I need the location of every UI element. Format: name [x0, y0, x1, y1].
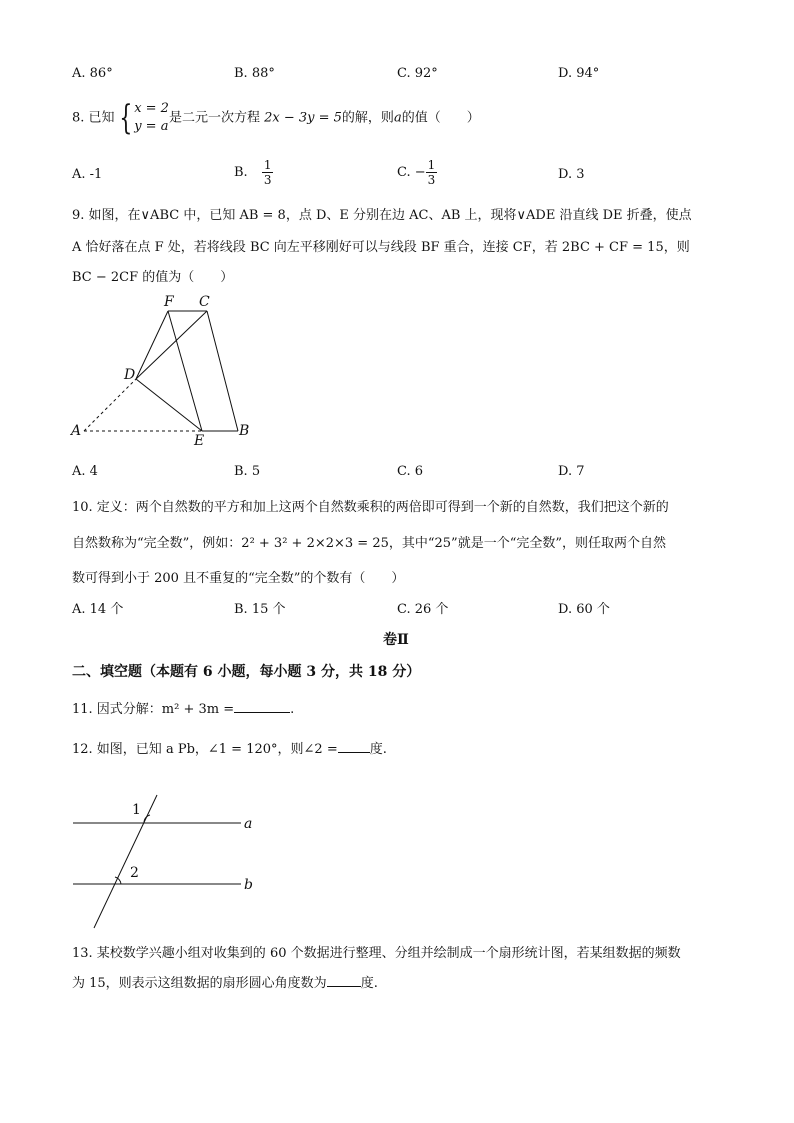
q9-option-c: C. 6	[397, 464, 424, 479]
q8-option-c-frac	[426, 158, 438, 187]
frac-denominator: 3	[263, 173, 272, 187]
q9-option-b: B. 5	[234, 464, 261, 479]
q8-stem	[72, 100, 480, 136]
q8-option-a: A. -1	[72, 167, 103, 182]
q8-prefix: 8. 已知	[72, 110, 115, 126]
q10-option-a: A. 14 个	[72, 602, 124, 617]
q12	[72, 738, 387, 757]
q8-equation: 2x − 3y = 5	[264, 110, 342, 126]
q10-option-c: C. 26 个	[397, 602, 449, 617]
q10-option-d: D. 60 个	[558, 602, 610, 617]
label-b: B	[239, 423, 250, 439]
q8-middle: 是二元一次方程	[168, 110, 260, 126]
q8-end: 的值（ ）	[401, 110, 480, 126]
q13-end: 度.	[360, 976, 378, 991]
q8-option-d: D. 3	[558, 167, 585, 182]
brace-icon: {	[118, 98, 132, 138]
q11	[72, 698, 294, 717]
angle-1-label: 1	[132, 802, 141, 818]
section-heading: 二、填空题（本题有 6 小题，每小题 3 分，共 18 分）	[72, 664, 421, 680]
line-a-label: a	[244, 816, 253, 832]
frac-numerator: 1	[427, 158, 436, 172]
q8-var: a	[393, 110, 402, 126]
line-b-label: b	[244, 877, 253, 893]
q7-option-a: A. 86°	[72, 66, 113, 81]
segment-dc	[136, 311, 207, 379]
q9-option-d: D. 7	[558, 464, 585, 479]
q10-option-b: B. 15 个	[234, 602, 286, 617]
label-d: D	[124, 367, 136, 383]
q9-line3: BC − 2CF 的值为（ ）	[72, 270, 234, 285]
q12-answer-blank	[338, 752, 370, 753]
q12-end: 度.	[369, 742, 387, 757]
label-f: F	[164, 294, 174, 310]
q11-answer-blank	[234, 712, 290, 713]
angle-2-label: 2	[130, 865, 139, 881]
label-c: C	[199, 294, 210, 310]
q13-line2: 为 15，则表示这组数据的扇形圆心角度数为	[72, 976, 327, 991]
q10-line1: 10. 定义：两个自然数的平方和加上这两个自然数乘积的两倍即可得到一个新的自然数，我们把这个新的	[72, 500, 669, 515]
q8-suffix: 的解，则	[341, 110, 394, 126]
angle-1-arc	[144, 815, 150, 823]
q13-line1: 13. 某校数学兴趣小组对收集到的 60 个数据进行整理、分组并绘制成一个扇形统计图，若某组数据的频数	[72, 946, 681, 961]
q13-line2-wrap	[72, 972, 378, 991]
q8-sys-line1: x = 2	[134, 101, 169, 116]
volume-title: 卷Ⅱ	[383, 632, 409, 648]
segment-fb	[168, 311, 202, 431]
angle-2-arc-visible	[115, 877, 121, 884]
label-a: A	[71, 423, 82, 439]
segment-cb	[207, 311, 238, 431]
label-e: E	[194, 433, 205, 449]
frac-denominator: 3	[427, 173, 436, 187]
q11-text: 11. 因式分解：m² + 3m =	[72, 702, 235, 717]
dashed-ad	[84, 379, 136, 431]
q12-figure	[66, 790, 276, 935]
q10-line2: 自然数称为“完全数”，例如：2² + 3² + 2×2×3 = 25，其中“25”就是一个“完全数”，则任取两个自然	[72, 536, 666, 551]
q8-option-c	[397, 158, 437, 187]
segment-fd	[136, 311, 168, 379]
q8-sys-line2: y = a	[134, 119, 169, 134]
q8-option-b-label: B.	[234, 165, 248, 180]
q8-option-b	[234, 158, 273, 187]
q10-line3: 数可得到小于 200 且不重复的“完全数”的个数有（ ）	[72, 571, 405, 586]
segment-de	[136, 379, 202, 431]
q13-answer-blank	[327, 986, 361, 987]
q9-option-a: A. 4	[72, 464, 98, 479]
frac-numerator: 1	[263, 158, 272, 172]
q11-end: .	[290, 702, 295, 717]
q7-option-d: D. 94°	[558, 66, 600, 81]
q8-system	[134, 100, 169, 136]
q12-text: 12. 如图，已知 a Pb，∠1 = 120°，则∠2 =	[72, 742, 338, 757]
q8-option-b-frac	[262, 158, 274, 187]
q9-line1: 9. 如图，在∨ABC 中，已知 AB = 8，点 D、E 分别在边 AC、AB 上，现将∨ADE 沿直线 DE 折叠，使点	[72, 208, 692, 223]
q9-figure	[60, 290, 280, 450]
q7-option-b: B. 88°	[234, 66, 275, 81]
q9-line2: A 恰好落在点 F 处，若将线段 BC 向左平移刚好可以与线段 BF 重合，连接 CF，若 2BC + CF = 15，则	[72, 240, 690, 255]
q7-option-c: C. 92°	[397, 66, 438, 81]
q8-option-c-label: C. −	[397, 165, 426, 180]
